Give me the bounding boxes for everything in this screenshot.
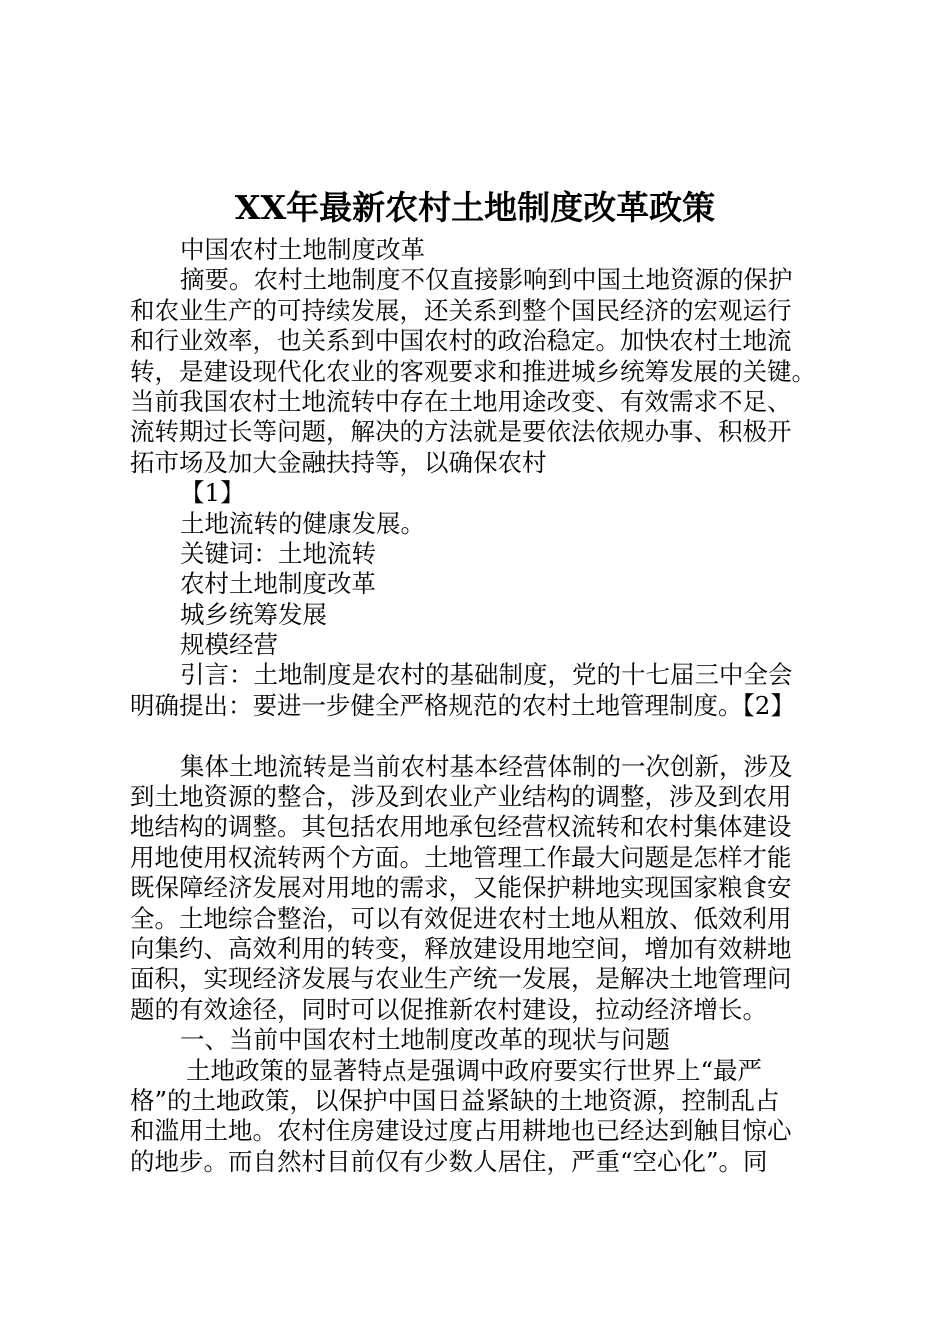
paragraph-line: 的地步。而自然村目前仅有少数人居住，严重“空心化”。同 bbox=[130, 1146, 768, 1176]
abstract-line: 摘要。农村土地制度不仅直接影响到中国土地资源的保护 bbox=[180, 265, 793, 295]
abstract-line: 转，是建设现代化农业的客观要求和推进城乡统筹发展的关键。 bbox=[130, 356, 816, 386]
paragraph-line: 全。土地综合整治，可以有效促进农村土地从粗放、低效利用 bbox=[130, 903, 792, 933]
abstract-line: 和行业效率，也关系到中国农村的政治稳定。加快农村土地流 bbox=[130, 326, 792, 356]
paragraph-line: 和滥用土地。农村住房建设过度占用耕地也已经达到触目惊心 bbox=[130, 1116, 792, 1146]
keyword-item: 农村土地制度改革 bbox=[180, 569, 376, 599]
paragraph-line: 集体土地流转是当前农村基本经营体制的一次创新，涉及 bbox=[180, 751, 793, 781]
abstract-line: 土地流转的健康发展。 bbox=[180, 508, 425, 538]
paragraph-line: 地结构的调整。其包括农用地承包经营权流转和农村集体建设 bbox=[130, 812, 792, 842]
introduction-line: 明确提出：要进一步健全严格规范的农村土地管理制度。【2】 bbox=[130, 690, 795, 720]
blank-line bbox=[130, 721, 830, 751]
paragraph-line: 格”的土地政策，以保护中国日益紧缺的土地资源，控制乱占 bbox=[130, 1085, 780, 1115]
document-body bbox=[130, 235, 830, 1177]
reference-marker: 【1】 bbox=[180, 478, 245, 508]
document-title: XX年最新农村土地制度改革政策 bbox=[234, 188, 716, 227]
introduction-line: 引言：土地制度是农村的基础制度，党的十七届三中全会 bbox=[180, 660, 793, 690]
abstract-line: 当前我国农村土地流转中存在土地用途改变、有效需求不足、 bbox=[130, 386, 792, 416]
paragraph-line: 题的有效途径，同时可以促推新农村建设，拉动经济增长。 bbox=[130, 994, 767, 1024]
paragraph-line: 既保障经济发展对用地的需求，又能保护耕地实现国家粮食安 bbox=[130, 873, 792, 903]
keyword-item: 城乡统筹发展 bbox=[180, 599, 327, 629]
paragraph-line: 到土地资源的整合，涉及到农业产业结构的调整，涉及到农用 bbox=[130, 782, 792, 812]
abstract-line: 和农业生产的可持续发展，还关系到整个国民经济的宏观运行 bbox=[130, 295, 792, 325]
paragraph-line: 面积，实现经济发展与农业生产统一发展，是解决土地管理问 bbox=[130, 964, 792, 994]
paragraph-line: 向集约、高效利用的转变，释放建设用地空间，增加有效耕地 bbox=[130, 933, 792, 963]
section-heading: 一、当前中国农村土地制度改革的现状与问题 bbox=[180, 1025, 670, 1055]
abstract-line: 流转期过长等问题，解决的方法就是要依法依规办事、积极开 bbox=[130, 417, 792, 447]
subtitle-line: 中国农村土地制度改革 bbox=[180, 235, 425, 264]
abstract-line: 拓市场及加大金融扶持等，以确保农村 bbox=[130, 447, 547, 477]
keywords-line: 关键词：土地流转 bbox=[180, 538, 376, 568]
paragraph-line: 用地使用权流转两个方面。土地管理工作最大问题是怎样才能 bbox=[130, 842, 792, 872]
paragraph-line: 土地政策的显著特点是强调中政府要实行世界上“最严 bbox=[186, 1055, 763, 1085]
keyword-item: 规模经营 bbox=[180, 630, 278, 660]
